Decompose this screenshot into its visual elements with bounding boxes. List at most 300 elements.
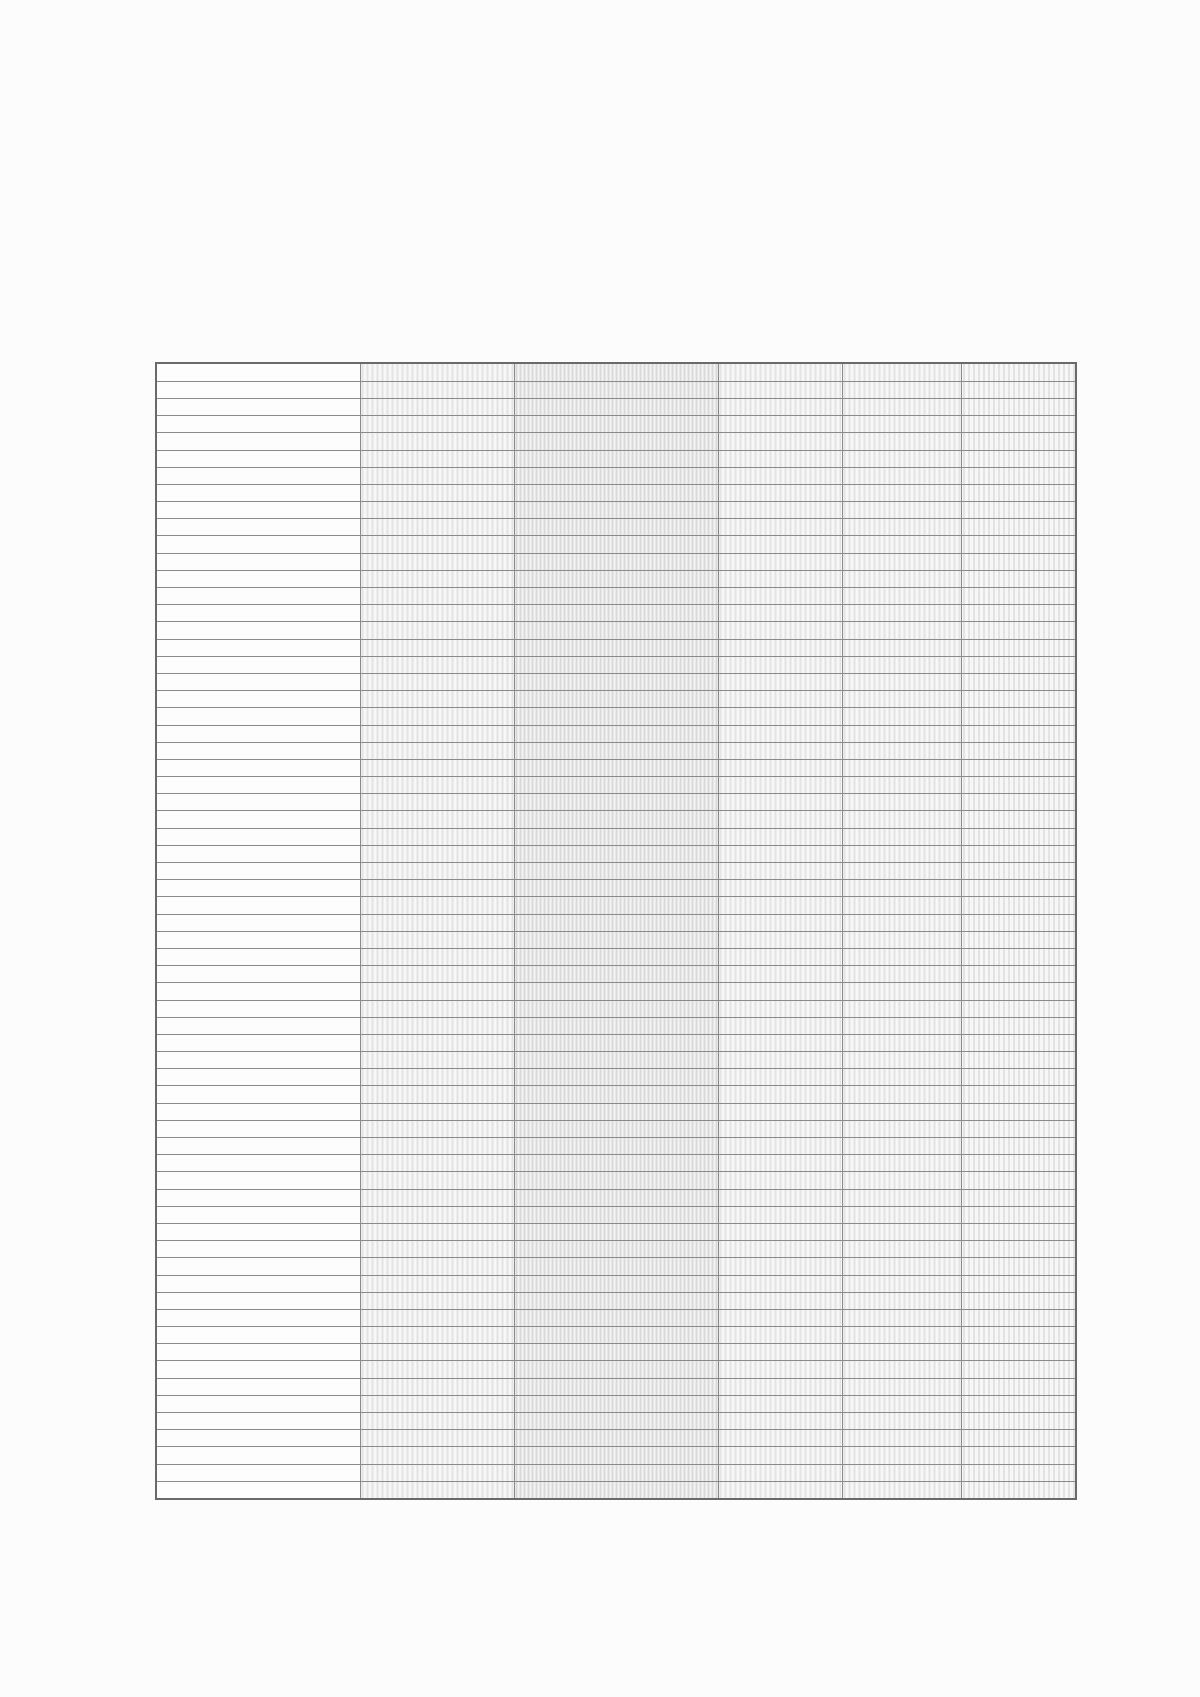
- y-coordinate-cell: [719, 1292, 843, 1309]
- description-cell: [515, 949, 719, 966]
- note-cell: [156, 639, 361, 656]
- x-coordinate-cell: [843, 519, 962, 536]
- y-coordinate-cell: [719, 467, 843, 484]
- description-cell: [515, 1292, 719, 1309]
- accuracy-cell: [361, 502, 515, 519]
- note-cell: [156, 1292, 361, 1309]
- table-row: [156, 983, 1076, 1000]
- table-row: [156, 363, 1076, 381]
- note-cell: [156, 1413, 361, 1430]
- point-number-cell: [962, 570, 1077, 587]
- description-cell: [515, 1464, 719, 1481]
- y-coordinate-cell: [719, 1052, 843, 1069]
- accuracy-cell: [361, 1344, 515, 1361]
- description-cell: [515, 553, 719, 570]
- table-row: [156, 1138, 1076, 1155]
- point-number-cell: [962, 1224, 1077, 1241]
- y-coordinate-cell: [719, 1120, 843, 1137]
- x-coordinate-cell: [843, 1241, 962, 1258]
- note-cell: [156, 1481, 361, 1499]
- point-number-cell: [962, 1034, 1077, 1051]
- note-cell: [156, 1275, 361, 1292]
- description-cell: [515, 1447, 719, 1464]
- y-coordinate-cell: [719, 742, 843, 759]
- note-cell: [156, 725, 361, 742]
- accuracy-cell: [361, 742, 515, 759]
- point-number-cell: [962, 1052, 1077, 1069]
- table-row: [156, 845, 1076, 862]
- point-number-cell: [962, 1086, 1077, 1103]
- accuracy-cell: [361, 1189, 515, 1206]
- table-row: [156, 1309, 1076, 1326]
- description-cell: [515, 1034, 719, 1051]
- accuracy-cell: [361, 484, 515, 501]
- table-row: [156, 828, 1076, 845]
- table-row: [156, 1086, 1076, 1103]
- y-coordinate-cell: [719, 1034, 843, 1051]
- accuracy-cell: [361, 1361, 515, 1378]
- y-coordinate-cell: [719, 1206, 843, 1223]
- description-cell: [515, 1413, 719, 1430]
- note-cell: [156, 553, 361, 570]
- x-coordinate-cell: [843, 433, 962, 450]
- table-row: [156, 1034, 1076, 1051]
- description-cell: [515, 1000, 719, 1017]
- table-row: [156, 605, 1076, 622]
- table-row: [156, 1327, 1076, 1344]
- note-cell: [156, 1189, 361, 1206]
- y-coordinate-cell: [719, 484, 843, 501]
- accuracy-cell: [361, 674, 515, 691]
- description-cell: [515, 777, 719, 794]
- description-cell: [515, 983, 719, 1000]
- point-number-cell: [962, 725, 1077, 742]
- description-cell: [515, 1344, 719, 1361]
- x-coordinate-cell: [843, 553, 962, 570]
- point-number-cell: [962, 622, 1077, 639]
- point-number-cell: [962, 759, 1077, 776]
- table-row: [156, 794, 1076, 811]
- accuracy-cell: [361, 1378, 515, 1395]
- note-cell: [156, 1206, 361, 1223]
- description-cell: [515, 1155, 719, 1172]
- point-number-cell: [962, 691, 1077, 708]
- description-cell: [515, 759, 719, 776]
- table-row: [156, 1275, 1076, 1292]
- y-coordinate-cell: [719, 519, 843, 536]
- x-coordinate-cell: [843, 1258, 962, 1275]
- accuracy-cell: [361, 553, 515, 570]
- point-number-cell: [962, 966, 1077, 983]
- note-cell: [156, 1120, 361, 1137]
- coordinates-table-body: [156, 363, 1076, 1499]
- table-row: [156, 519, 1076, 536]
- accuracy-cell: [361, 966, 515, 983]
- note-cell: [156, 622, 361, 639]
- note-cell: [156, 1155, 361, 1172]
- point-number-cell: [962, 656, 1077, 673]
- y-coordinate-cell: [719, 536, 843, 553]
- y-coordinate-cell: [719, 759, 843, 776]
- x-coordinate-cell: [843, 914, 962, 931]
- x-coordinate-cell: [843, 1155, 962, 1172]
- description-cell: [515, 1309, 719, 1326]
- description-cell: [515, 880, 719, 897]
- accuracy-cell: [361, 1120, 515, 1137]
- note-cell: [156, 1464, 361, 1481]
- description-cell: [515, 863, 719, 880]
- description-cell: [515, 1395, 719, 1412]
- point-number-cell: [962, 450, 1077, 467]
- x-coordinate-cell: [843, 1309, 962, 1326]
- accuracy-cell: [361, 570, 515, 587]
- accuracy-cell: [361, 1224, 515, 1241]
- accuracy-cell: [361, 811, 515, 828]
- description-cell: [515, 536, 719, 553]
- point-number-cell: [962, 949, 1077, 966]
- description-cell: [515, 691, 719, 708]
- note-cell: [156, 742, 361, 759]
- point-number-cell: [962, 983, 1077, 1000]
- note-cell: [156, 708, 361, 725]
- accuracy-cell: [361, 1086, 515, 1103]
- y-coordinate-cell: [719, 966, 843, 983]
- y-coordinate-cell: [719, 450, 843, 467]
- description-cell: [515, 416, 719, 433]
- table-row: [156, 502, 1076, 519]
- x-coordinate-cell: [843, 1172, 962, 1189]
- y-coordinate-cell: [719, 1224, 843, 1241]
- accuracy-cell: [361, 777, 515, 794]
- note-cell: [156, 1361, 361, 1378]
- y-coordinate-cell: [719, 1395, 843, 1412]
- y-coordinate-cell: [719, 897, 843, 914]
- note-cell: [156, 502, 361, 519]
- description-cell: [515, 1138, 719, 1155]
- point-number-cell: [962, 1206, 1077, 1223]
- note-cell: [156, 399, 361, 416]
- description-cell: [515, 794, 719, 811]
- description-cell: [515, 1206, 719, 1223]
- y-coordinate-cell: [719, 674, 843, 691]
- note-cell: [156, 931, 361, 948]
- table-row: [156, 1052, 1076, 1069]
- note-cell: [156, 536, 361, 553]
- point-number-cell: [962, 363, 1077, 381]
- y-coordinate-cell: [719, 363, 843, 381]
- note-cell: [156, 794, 361, 811]
- accuracy-cell: [361, 845, 515, 862]
- point-number-cell: [962, 1395, 1077, 1412]
- table-row: [156, 1413, 1076, 1430]
- accuracy-cell: [361, 363, 515, 381]
- point-number-cell: [962, 1069, 1077, 1086]
- x-coordinate-cell: [843, 1034, 962, 1051]
- description-cell: [515, 931, 719, 948]
- accuracy-cell: [361, 1447, 515, 1464]
- note-cell: [156, 1344, 361, 1361]
- note-cell: [156, 1000, 361, 1017]
- y-coordinate-cell: [719, 433, 843, 450]
- y-coordinate-cell: [719, 1309, 843, 1326]
- x-coordinate-cell: [843, 794, 962, 811]
- accuracy-cell: [361, 725, 515, 742]
- y-coordinate-cell: [719, 1000, 843, 1017]
- x-coordinate-cell: [843, 1069, 962, 1086]
- x-coordinate-cell: [843, 622, 962, 639]
- table-row: [156, 381, 1076, 398]
- y-coordinate-cell: [719, 725, 843, 742]
- point-number-cell: [962, 605, 1077, 622]
- table-row: [156, 708, 1076, 725]
- point-number-cell: [962, 1138, 1077, 1155]
- x-coordinate-cell: [843, 828, 962, 845]
- accuracy-cell: [361, 450, 515, 467]
- x-coordinate-cell: [843, 416, 962, 433]
- y-coordinate-cell: [719, 656, 843, 673]
- point-number-cell: [962, 1275, 1077, 1292]
- accuracy-cell: [361, 1309, 515, 1326]
- x-coordinate-cell: [843, 450, 962, 467]
- description-cell: [515, 656, 719, 673]
- table-row: [156, 863, 1076, 880]
- y-coordinate-cell: [719, 1138, 843, 1155]
- description-cell: [515, 674, 719, 691]
- x-coordinate-cell: [843, 1120, 962, 1137]
- point-number-cell: [962, 467, 1077, 484]
- x-coordinate-cell: [843, 708, 962, 725]
- point-number-cell: [962, 1413, 1077, 1430]
- accuracy-cell: [361, 1103, 515, 1120]
- accuracy-cell: [361, 519, 515, 536]
- description-cell: [515, 742, 719, 759]
- point-number-cell: [962, 811, 1077, 828]
- table-row: [156, 1172, 1076, 1189]
- accuracy-cell: [361, 1413, 515, 1430]
- table-row: [156, 467, 1076, 484]
- accuracy-cell: [361, 639, 515, 656]
- x-coordinate-cell: [843, 656, 962, 673]
- accuracy-cell: [361, 1052, 515, 1069]
- y-coordinate-cell: [719, 949, 843, 966]
- table-row: [156, 897, 1076, 914]
- description-cell: [515, 1327, 719, 1344]
- note-cell: [156, 1224, 361, 1241]
- accuracy-cell: [361, 1069, 515, 1086]
- accuracy-cell: [361, 1258, 515, 1275]
- description-cell: [515, 450, 719, 467]
- accuracy-cell: [361, 1241, 515, 1258]
- table-row: [156, 450, 1076, 467]
- note-cell: [156, 588, 361, 605]
- description-cell: [515, 1103, 719, 1120]
- accuracy-cell: [361, 1000, 515, 1017]
- y-coordinate-cell: [719, 1258, 843, 1275]
- description-cell: [515, 914, 719, 931]
- y-coordinate-cell: [719, 863, 843, 880]
- note-cell: [156, 1258, 361, 1275]
- note-cell: [156, 1430, 361, 1447]
- x-coordinate-cell: [843, 1103, 962, 1120]
- description-cell: [515, 1017, 719, 1034]
- x-coordinate-cell: [843, 742, 962, 759]
- table-row: [156, 1000, 1076, 1017]
- x-coordinate-cell: [843, 1017, 962, 1034]
- note-cell: [156, 605, 361, 622]
- x-coordinate-cell: [843, 536, 962, 553]
- table-row: [156, 1155, 1076, 1172]
- caption-line-2: [290, 1513, 930, 1535]
- table-row: [156, 691, 1076, 708]
- note-cell: [156, 966, 361, 983]
- y-coordinate-cell: [719, 416, 843, 433]
- x-coordinate-cell: [843, 1481, 962, 1499]
- point-number-cell: [962, 484, 1077, 501]
- x-coordinate-cell: [843, 1395, 962, 1412]
- table-row: [156, 1120, 1076, 1137]
- y-coordinate-cell: [719, 1275, 843, 1292]
- y-coordinate-cell: [719, 553, 843, 570]
- y-coordinate-cell: [719, 588, 843, 605]
- x-coordinate-cell: [843, 1206, 962, 1223]
- note-cell: [156, 674, 361, 691]
- y-coordinate-cell: [719, 1241, 843, 1258]
- description-cell: [515, 502, 719, 519]
- description-cell: [515, 622, 719, 639]
- description-cell: [515, 1378, 719, 1395]
- accuracy-cell: [361, 433, 515, 450]
- y-coordinate-cell: [719, 708, 843, 725]
- table-row: [156, 742, 1076, 759]
- x-coordinate-cell: [843, 811, 962, 828]
- y-coordinate-cell: [719, 1327, 843, 1344]
- y-coordinate-cell: [719, 777, 843, 794]
- point-number-cell: [962, 863, 1077, 880]
- table-row: [156, 914, 1076, 931]
- note-cell: [156, 1327, 361, 1344]
- description-cell: [515, 1069, 719, 1086]
- y-coordinate-cell: [719, 1481, 843, 1499]
- description-cell: [515, 1189, 719, 1206]
- y-coordinate-cell: [719, 1430, 843, 1447]
- table-row: [156, 880, 1076, 897]
- description-cell: [515, 1052, 719, 1069]
- description-cell: [515, 1224, 719, 1241]
- note-cell: [156, 1034, 361, 1051]
- y-coordinate-cell: [719, 880, 843, 897]
- note-cell: [156, 381, 361, 398]
- point-number-cell: [962, 794, 1077, 811]
- y-coordinate-cell: [719, 639, 843, 656]
- accuracy-cell: [361, 863, 515, 880]
- y-coordinate-cell: [719, 381, 843, 398]
- note-cell: [156, 1069, 361, 1086]
- note-cell: [156, 450, 361, 467]
- x-coordinate-cell: [843, 1275, 962, 1292]
- table-row: [156, 433, 1076, 450]
- accuracy-cell: [361, 1138, 515, 1155]
- x-coordinate-cell: [843, 502, 962, 519]
- description-cell: [515, 570, 719, 587]
- x-coordinate-cell: [843, 983, 962, 1000]
- table-row: [156, 1430, 1076, 1447]
- accuracy-cell: [361, 828, 515, 845]
- description-cell: [515, 966, 719, 983]
- caption-line-1: [290, 1535, 930, 1557]
- accuracy-cell: [361, 1395, 515, 1412]
- note-cell: [156, 1378, 361, 1395]
- table-row: [156, 656, 1076, 673]
- note-cell: [156, 845, 361, 862]
- point-number-cell: [962, 1464, 1077, 1481]
- x-coordinate-cell: [843, 467, 962, 484]
- point-number-cell: [962, 381, 1077, 398]
- x-coordinate-cell: [843, 1292, 962, 1309]
- point-number-cell: [962, 1481, 1077, 1499]
- point-number-cell: [962, 1103, 1077, 1120]
- x-coordinate-cell: [843, 605, 962, 622]
- description-cell: [515, 1481, 719, 1499]
- note-cell: [156, 914, 361, 931]
- table-row: [156, 674, 1076, 691]
- point-number-cell: [962, 931, 1077, 948]
- note-cell: [156, 1447, 361, 1464]
- y-coordinate-cell: [719, 1172, 843, 1189]
- accuracy-cell: [361, 1034, 515, 1051]
- x-coordinate-cell: [843, 588, 962, 605]
- point-number-cell: [962, 639, 1077, 656]
- point-number-cell: [962, 828, 1077, 845]
- table-row: [156, 1258, 1076, 1275]
- note-cell: [156, 433, 361, 450]
- note-cell: [156, 691, 361, 708]
- accuracy-cell: [361, 1430, 515, 1447]
- y-coordinate-cell: [719, 794, 843, 811]
- point-number-cell: [962, 1327, 1077, 1344]
- table-row: [156, 949, 1076, 966]
- accuracy-cell: [361, 931, 515, 948]
- table-row: [156, 1103, 1076, 1120]
- table-row: [156, 1464, 1076, 1481]
- x-coordinate-cell: [843, 880, 962, 897]
- description-cell: [515, 399, 719, 416]
- note-cell: [156, 363, 361, 381]
- note-cell: [156, 777, 361, 794]
- note-cell: [156, 1241, 361, 1258]
- note-cell: [156, 467, 361, 484]
- table-row: [156, 1069, 1076, 1086]
- point-number-cell: [962, 1361, 1077, 1378]
- description-cell: [515, 605, 719, 622]
- y-coordinate-cell: [719, 1086, 843, 1103]
- description-cell: [515, 725, 719, 742]
- description-cell: [515, 1258, 719, 1275]
- description-cell: [515, 1120, 719, 1137]
- accuracy-cell: [361, 1327, 515, 1344]
- table-row: [156, 1481, 1076, 1499]
- point-number-cell: [962, 1155, 1077, 1172]
- x-coordinate-cell: [843, 931, 962, 948]
- table-row: [156, 725, 1076, 742]
- x-coordinate-cell: [843, 1224, 962, 1241]
- x-coordinate-cell: [843, 1447, 962, 1464]
- y-coordinate-cell: [719, 828, 843, 845]
- note-cell: [156, 656, 361, 673]
- x-coordinate-cell: [843, 1327, 962, 1344]
- note-cell: [156, 880, 361, 897]
- table-row: [156, 570, 1076, 587]
- point-number-cell: [962, 1309, 1077, 1326]
